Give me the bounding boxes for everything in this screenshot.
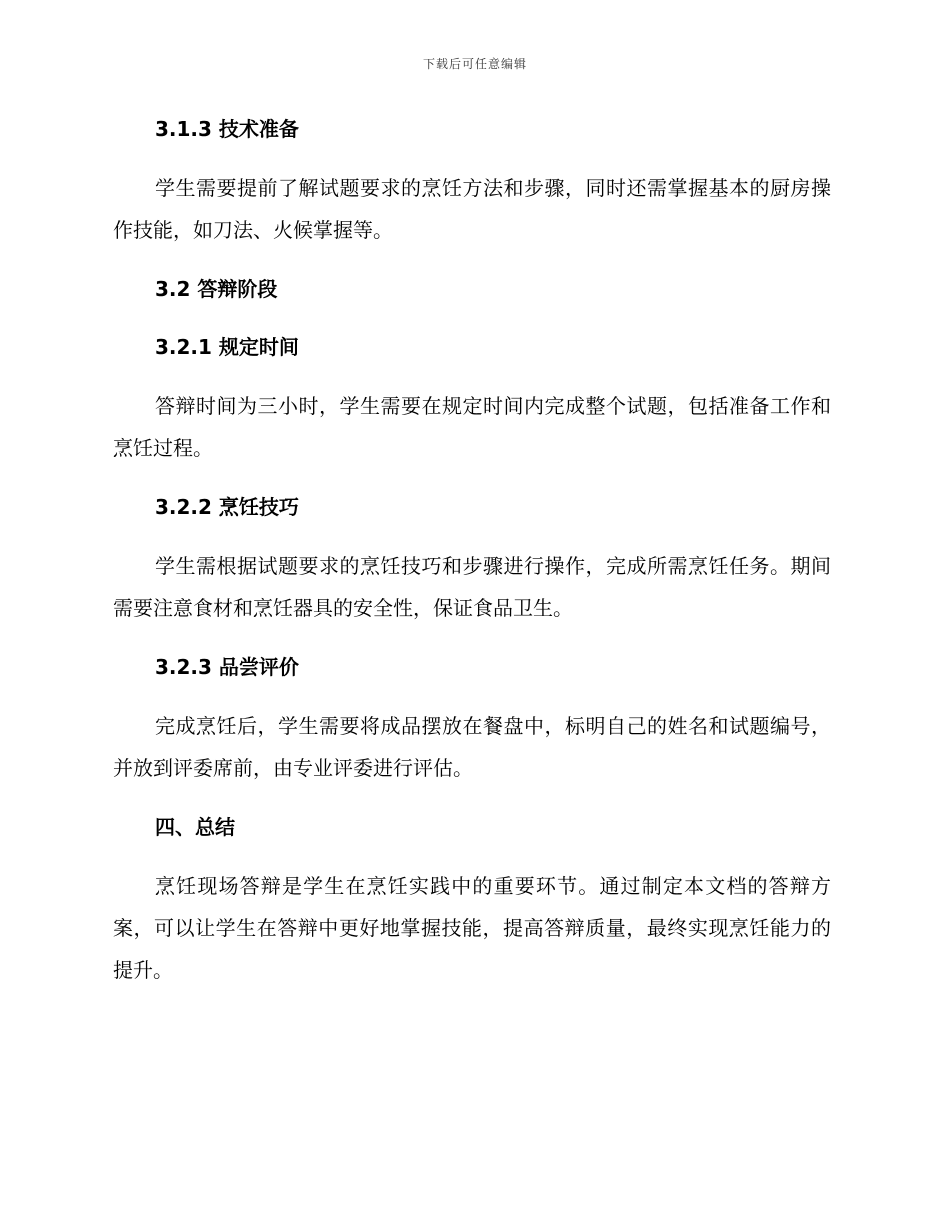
header-note: 下载后可任意编辑 (422, 57, 527, 71)
section-heading-3-2-3: 3.2.3 品尝评价 (155, 655, 299, 679)
paragraph-time-limit: 答辩时间为三小时，学生需要在规定时间内完成整个试题，包括准备工作和烹饪过程。 (113, 394, 831, 460)
document-body (113, 109, 831, 1009)
section-heading-3-2-2: 3.2.2 烹饪技巧 (155, 495, 299, 519)
paragraph-summary: 烹饪现场答辩是学生在烹饪实践中的重要环节。通过制定本文档的答辩方案，可以让学生在答辩中更好地掌握技能，提高答辩质量，最终实现烹饪能力的提升。 (113, 874, 831, 982)
section-heading-3-2: 3.2 答辩阶段 (155, 277, 278, 301)
paragraph-technical-preparation: 学生需要提前了解试题要求的烹饪方法和步骤，同时还需掌握基本的厨房操作技能，如刀法、火候掌握等。 (113, 176, 831, 242)
section-heading-3-1-3: 3.1.3 技术准备 (155, 117, 299, 141)
section-heading-summary: 四、总结 (155, 815, 235, 839)
section-heading-3-2-1: 3.2.1 规定时间 (155, 335, 299, 359)
paragraph-tasting-evaluation: 完成烹饪后，学生需要将成品摆放在餐盘中，标明自己的姓名和试题编号，并放到评委席前，由专业评委进行评估。 (113, 714, 831, 780)
paragraph-cooking-skills: 学生需根据试题要求的烹饪技巧和步骤进行操作，完成所需烹饪任务。期间需要注意食材和烹饪器具的安全性，保证食品卫生。 (113, 554, 831, 620)
